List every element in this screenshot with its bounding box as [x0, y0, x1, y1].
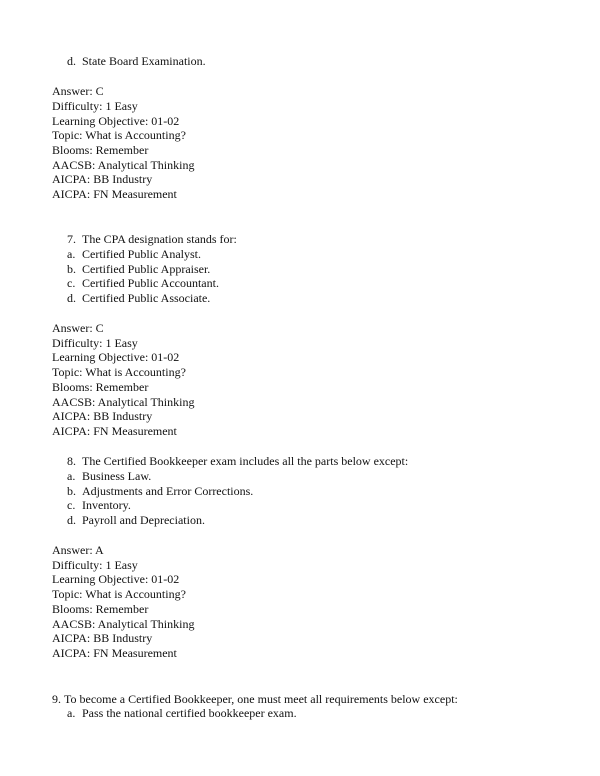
option-text: Certified Public Associate.	[82, 291, 211, 305]
option-a	[67, 706, 297, 721]
aicpa-line: AICPA: FN Measurement	[52, 187, 177, 201]
option-letter: b.	[67, 262, 76, 276]
option-a	[67, 247, 201, 262]
question-text: The CPA designation stands for:	[82, 232, 237, 246]
option-text: Adjustments and Error Corrections.	[82, 484, 254, 498]
question-text: To become a Certified Bookkeeper, one must meet all requirements below except:	[64, 692, 458, 706]
answer-line: Answer: C	[52, 84, 104, 98]
option-letter: c.	[67, 498, 76, 512]
blooms-line: Blooms: Remember	[52, 380, 149, 394]
option-a	[67, 469, 151, 484]
blooms-line: Blooms: Remember	[52, 143, 149, 157]
blooms-line: Blooms: Remember	[52, 602, 149, 616]
option-text: Certified Public Appraiser.	[82, 262, 211, 276]
difficulty-line: Difficulty: 1 Easy	[52, 99, 138, 113]
option-letter: a.	[67, 706, 76, 720]
question-number: 8.	[67, 454, 76, 468]
option-d	[67, 54, 206, 69]
aicpa-line: AICPA: FN Measurement	[52, 646, 177, 660]
question-stem	[52, 232, 237, 247]
option-d	[67, 291, 210, 306]
answer-line: Answer: A	[52, 543, 104, 557]
option-text: Business Law.	[82, 469, 152, 483]
option-text: Certified Public Accountant.	[82, 276, 219, 290]
question-stem	[52, 692, 458, 707]
objective-line: Learning Objective: 01-02	[52, 114, 180, 128]
option-letter: d.	[67, 513, 76, 527]
option-letter: a.	[67, 469, 76, 483]
aicpa-line: AICPA: FN Measurement	[52, 424, 177, 438]
objective-line: Learning Objective: 01-02	[52, 350, 180, 364]
objective-line: Learning Objective: 01-02	[52, 572, 180, 586]
option-b	[67, 262, 210, 277]
option-text: Certified Public Analyst.	[82, 247, 201, 261]
question-number: 9.	[52, 692, 61, 706]
option-d	[67, 513, 205, 528]
option-letter: d.	[67, 54, 76, 68]
topic-line: Topic: What is Accounting?	[52, 128, 186, 142]
topic-line: Topic: What is Accounting?	[52, 365, 186, 379]
option-text: Payroll and Depreciation.	[82, 513, 205, 527]
option-letter: a.	[67, 247, 76, 261]
option-letter: b.	[67, 484, 76, 498]
aacsb-line: AACSB: Analytical Thinking	[52, 395, 195, 409]
question-number: 7.	[67, 232, 76, 246]
option-letter: d.	[67, 291, 76, 305]
aicpa-line: AICPA: BB Industry	[52, 409, 153, 423]
topic-line: Topic: What is Accounting?	[52, 587, 186, 601]
option-c	[67, 498, 131, 513]
option-text: State Board Examination.	[82, 54, 206, 68]
option-text: Inventory.	[82, 498, 131, 512]
aicpa-line: AICPA: BB Industry	[52, 631, 153, 645]
option-letter: c.	[67, 276, 76, 290]
aicpa-line: AICPA: BB Industry	[52, 172, 153, 186]
question-text: The Certified Bookkeeper exam includes all the parts below except:	[82, 454, 409, 468]
answer-line: Answer: C	[52, 321, 104, 335]
aacsb-line: AACSB: Analytical Thinking	[52, 617, 195, 631]
difficulty-line: Difficulty: 1 Easy	[52, 558, 138, 572]
aacsb-line: AACSB: Analytical Thinking	[52, 158, 195, 172]
question-stem	[52, 454, 408, 469]
option-b	[67, 484, 253, 499]
option-c	[67, 276, 219, 291]
option-text: Pass the national certified bookkeeper exam.	[82, 706, 297, 720]
difficulty-line: Difficulty: 1 Easy	[52, 336, 138, 350]
